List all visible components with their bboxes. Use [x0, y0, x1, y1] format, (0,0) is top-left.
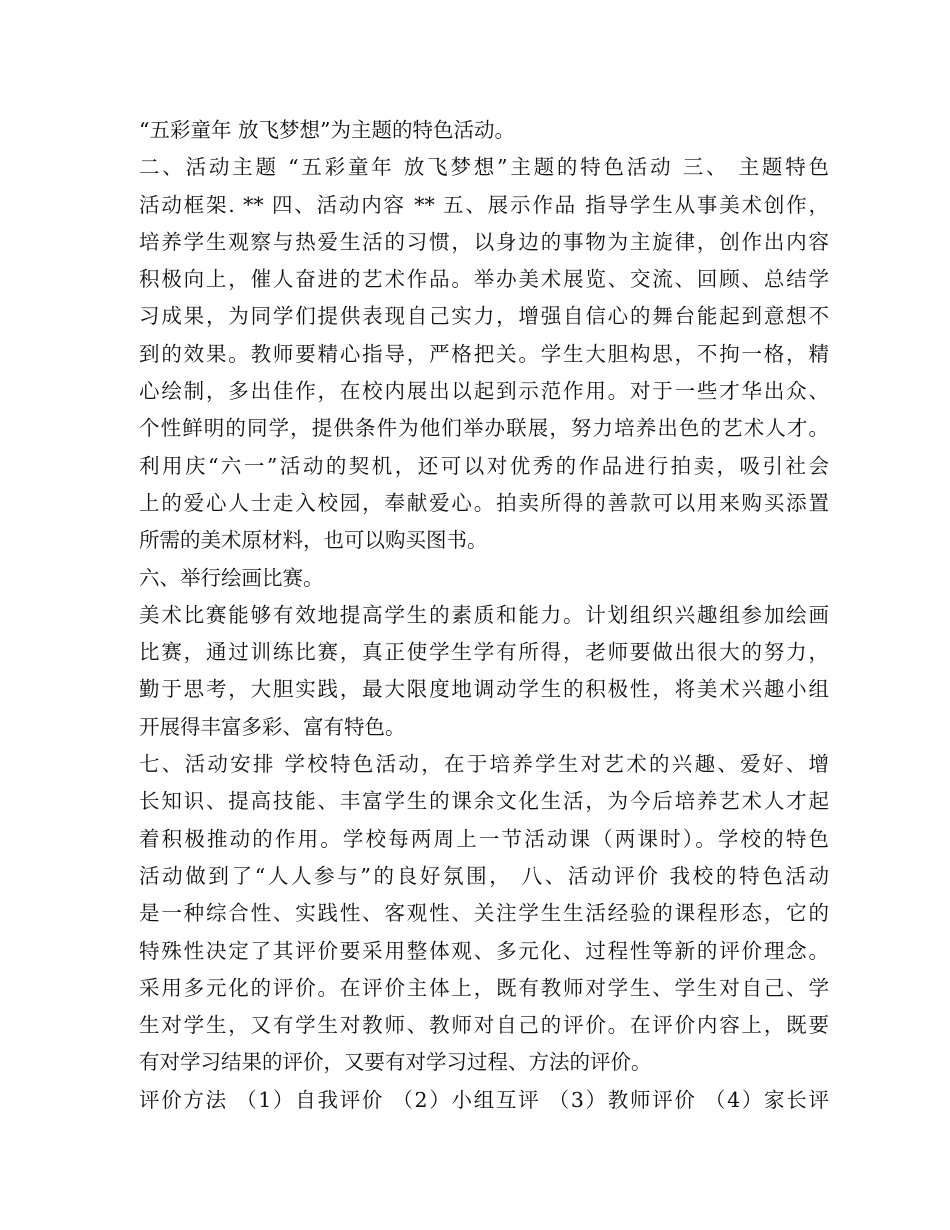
text-line: 特殊性决定了其评价要采用整体观、多元化、过程性等新的评价理念。 [139, 938, 829, 963]
text-line: 美术比赛能够有效地提高学生的素质和能力。计划组织兴趣组参加绘画 [139, 602, 829, 627]
text-line: 评价方法 （1）自我评价 （2）小组互评 （3）教师评价 （4）家长评 [139, 1087, 829, 1112]
text-line: 上的爱心人士走入校园，奉献爱心。拍卖所得的善款可以用来购买添置 [139, 490, 829, 515]
section-heading: 六、举行绘画比赛。 [139, 565, 324, 590]
text-line: 利用庆“六一”活动的契机，还可以对优秀的作品进行拍卖，吸引社会 [139, 453, 829, 478]
text-line: 生对学生，又有学生对教师、教师对自己的评价。在评价内容上，既要 [139, 1013, 829, 1038]
text-line: 心绘制，多出佳作，在校内展出以起到示范作用。对于一些才华出众、 [139, 379, 829, 404]
text-line: 着积极推动的作用。学校每两周上一节活动课（两课时）。学校的特色 [139, 826, 829, 851]
body-text [139, 112, 829, 1119]
text-line: 活动做到了“人人参与”的良好氛围， 八、活动评价 我校的特色活动 [139, 863, 829, 888]
text-line: 二、活动主题 “五彩童年 放飞梦想”主题的特色活动 三、 主题特色 [139, 155, 829, 180]
text-line: 有对学习结果的评价，又要有对学习过程、方法的评价。 [139, 1050, 652, 1075]
text-line: 长知识、提高技能、丰富学生的课余文化生活，为今后培养艺术人才起 [139, 789, 829, 814]
text-line: 是一种综合性、实践性、客观性、关注学生生活经验的课程形态，它的 [139, 901, 829, 926]
text-line: 所需的美术原材料，也可以购买图书。 [139, 528, 488, 553]
text-line: 勤于思考，大胆实践，最大限度地调动学生的积极性，将美术兴趣小组 [139, 677, 829, 702]
text-line: 采用多元化的评价。在评价主体上，既有教师对学生、学生对自己、学 [139, 975, 829, 1000]
text-line: 七、活动安排 学校特色活动，在于培养学生对艺术的兴趣、爱好、增 [139, 752, 829, 777]
text-line: 培养学生观察与热爱生活的习惯，以身边的事物为主旋律，创作出内容 [139, 229, 829, 254]
text-line: 到的效果。教师要精心指导，严格把关。学生大胆构思，不拘一格，精 [139, 341, 829, 366]
text-line: 开展得丰富多彩、富有特色。 [139, 714, 406, 739]
text-line: 积极向上，催人奋进的艺术作品。举办美术展览、交流、回顾、总结学 [139, 267, 829, 292]
text-line: “五彩童年 放飞梦想”为主题的特色活动。 [139, 118, 515, 142]
text-line: 习成果，为同学们提供表现自己实力，增强自信心的舞台能起到意想不 [139, 304, 829, 329]
text-line: 活动框架. ** 四、活动内容 ** 五、展示作品 指导学生从事美术创作， [139, 192, 829, 217]
text-line: 个性鲜明的同学，提供条件为他们举办联展，努力培养出色的艺术人才。 [139, 416, 829, 441]
text-line: 比赛，通过训练比赛，真正使学生学有所得，老师要做出很大的努力， [139, 640, 829, 665]
